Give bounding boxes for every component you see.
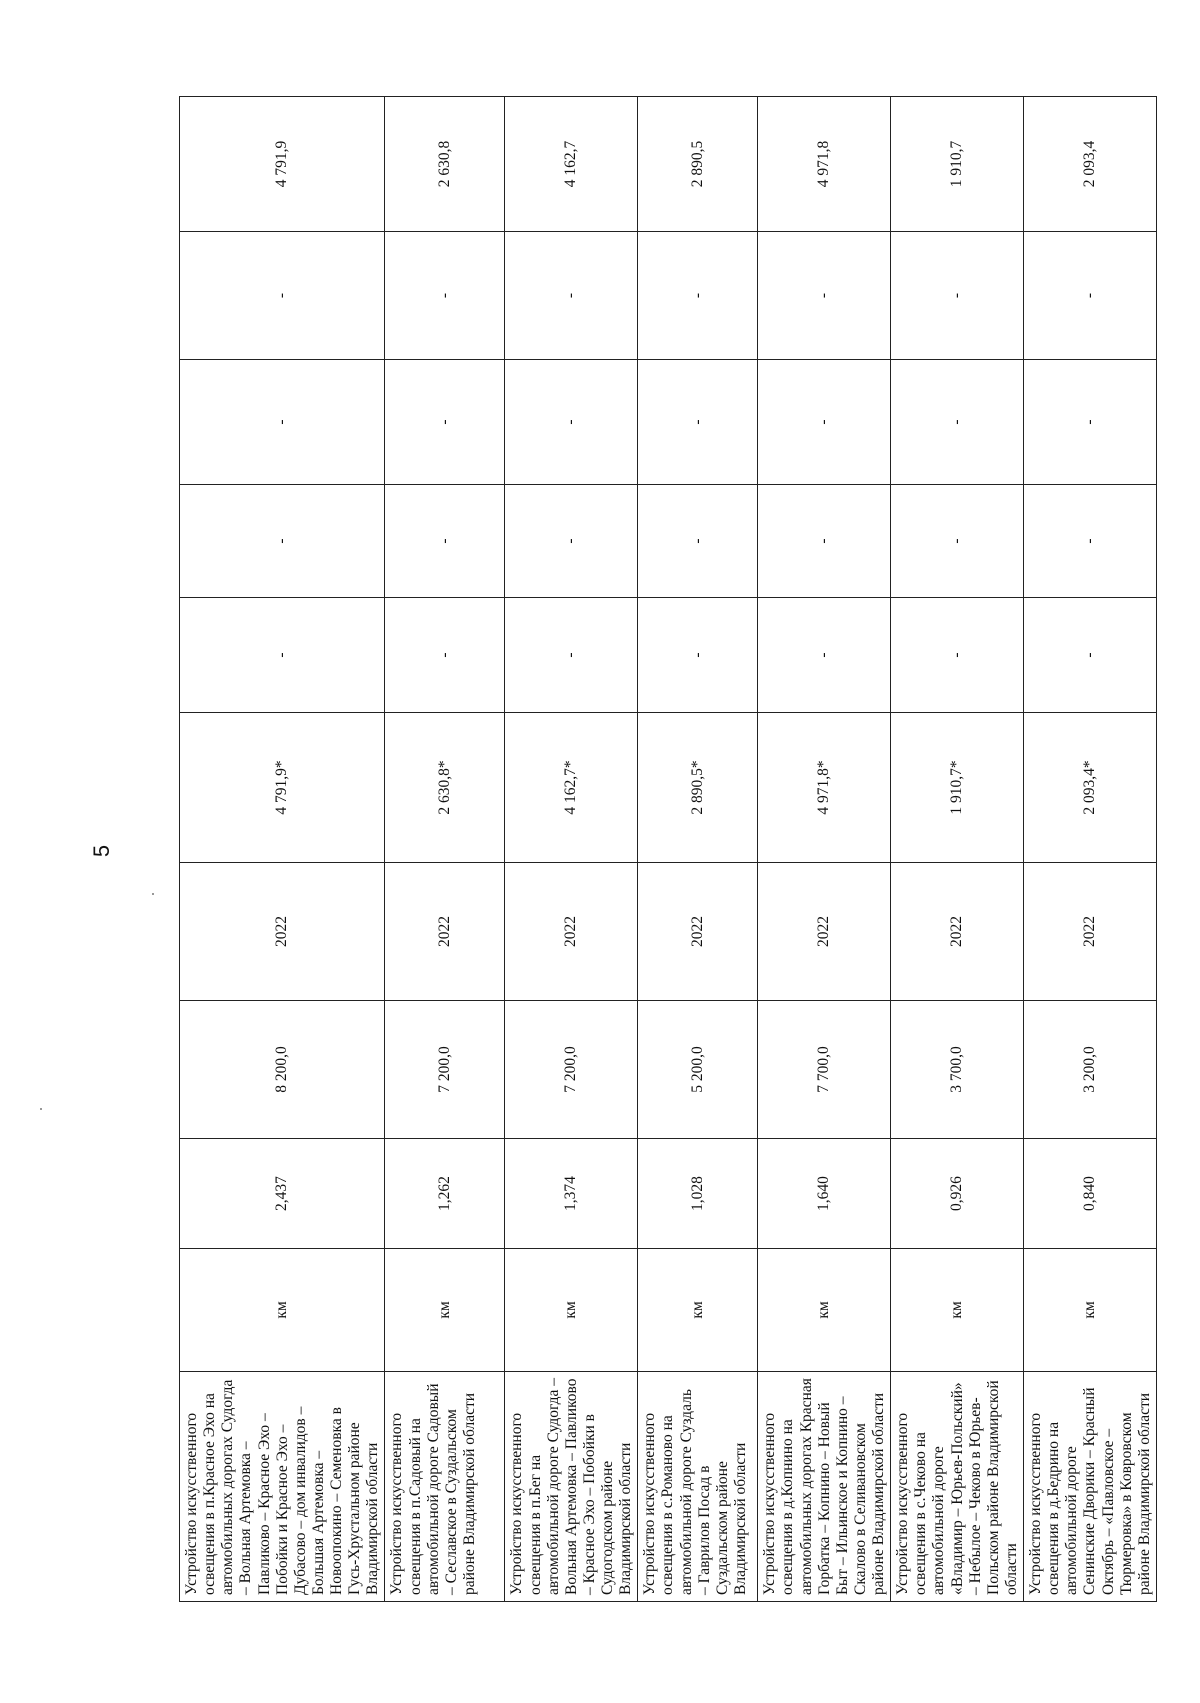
row-total: 2 890,5 [638, 97, 758, 232]
scan-speck [40, 1108, 42, 1110]
row-description: Устройство искусственного освещения в п.Красное Эхо на автомобильных дорогах Судогда – Вольная Артемовка – Павликово – Красное Эхо – Побойки и Красное Эхо – Дубасово – дом инвалидов – Большая Артемовка – Новоопокино – Семеновка в Гусь-Хрустальном районе Владимирской области [180, 1372, 385, 1602]
row-cell-dash: - [385, 485, 505, 598]
row-value-2022: 4 791,9* [180, 713, 385, 863]
row-cell-dash: - [638, 485, 758, 598]
row-value-2022: 1 910,7* [891, 713, 1024, 863]
row-description: Устройство искусственного освещения в д.Копнино на автомобильных дорогах Красная Горбатка – Копнино – Новый Быт – Ильинское и Копнино – Скалово в Селивановском районе Владимирской области [758, 1372, 891, 1602]
row-total: 4 971,8 [758, 97, 891, 232]
row-cell-dash: - [638, 360, 758, 485]
row-year: 2022 [1024, 863, 1157, 1001]
row-description: Устройство искусственного освещения в п.Садовый на автомобильной дороге Садовый – Сеславское в Суздальском районе Владимирской области [385, 1372, 505, 1602]
row-cell-dash: - [385, 232, 505, 360]
row-cell-dash: - [758, 232, 891, 360]
row-length-km: 2,437 [180, 1139, 385, 1249]
row-length-km: 0,840 [1024, 1139, 1157, 1249]
row-cell-dash: - [638, 232, 758, 360]
row-total: 4 162,7 [505, 97, 638, 232]
row-value-2022: 4 971,8* [758, 713, 891, 863]
row-unit: км [758, 1249, 891, 1372]
row-cell-dash: - [891, 598, 1024, 713]
table-row [891, 97, 1024, 1602]
row-cell-dash: - [385, 360, 505, 485]
row-value-2022: 2 890,5* [638, 713, 758, 863]
row-year: 2022 [505, 863, 638, 1001]
row-cell-dash: - [180, 485, 385, 598]
row-value-2022: 2 093,4* [1024, 713, 1157, 863]
row-cell-dash: - [891, 232, 1024, 360]
row-total: 1 910,7 [891, 97, 1024, 232]
row-cell-dash: - [505, 485, 638, 598]
table-row [180, 97, 385, 1602]
row-cost: 5 200,0 [638, 1001, 758, 1139]
table-body [180, 97, 1157, 1602]
row-cell-dash: - [180, 232, 385, 360]
row-cost: 8 200,0 [180, 1001, 385, 1139]
table-row [638, 97, 758, 1602]
row-unit: км [180, 1249, 385, 1372]
row-description: Устройство искусственного освещения в п.Бег на автомобильной дороге Судогда – Вольная Артемовка – Павликово – Красное Эхо – Побойки в Судогодском районе Владимирской области [505, 1372, 638, 1602]
row-cost: 3 200,0 [1024, 1001, 1157, 1139]
row-unit: км [385, 1249, 505, 1372]
row-length-km: 1,028 [638, 1139, 758, 1249]
row-cell-dash: - [758, 360, 891, 485]
row-total: 2 630,8 [385, 97, 505, 232]
row-cell-dash: - [758, 485, 891, 598]
row-cell-dash: - [505, 232, 638, 360]
row-cell-dash: - [505, 598, 638, 713]
row-cell-dash: - [758, 598, 891, 713]
row-cost: 7 700,0 [758, 1001, 891, 1139]
row-description: Устройство искусственного освещения в с.Романово на автомобильной дороге Суздаль – Гаврилов Посад в Суздальском районе Владимирской области [638, 1372, 758, 1602]
row-total: 4 791,9 [180, 97, 385, 232]
page-number: 5 [89, 844, 114, 858]
row-length-km: 0,926 [891, 1139, 1024, 1249]
works-table [179, 96, 1157, 1602]
row-description: Устройство искусственного освещения в д.Бедрино на автомобильной дороге Сенинские Дворики – Красный Октябрь – «Павловское – Тюрмеровка» в Ковровском районе Владимирской области [1024, 1372, 1157, 1602]
row-cell-dash: - [891, 360, 1024, 485]
row-year: 2022 [385, 863, 505, 1001]
row-cost: 3 700,0 [891, 1001, 1024, 1139]
rotated-table-container [179, 97, 1153, 1602]
table-row [385, 97, 505, 1602]
row-unit: км [638, 1249, 758, 1372]
row-length-km: 1,374 [505, 1139, 638, 1249]
row-length-km: 1,640 [758, 1139, 891, 1249]
row-cost: 7 200,0 [385, 1001, 505, 1139]
row-length-km: 1,262 [385, 1139, 505, 1249]
row-year: 2022 [891, 863, 1024, 1001]
row-description: Устройство искусственного освещения в с.Чеково на автомобильной дороге «Владимир – Юрьев-Польский» – Небылое – Чеково в Юрьев-Польском районе Владимирской области [891, 1372, 1024, 1602]
row-year: 2022 [180, 863, 385, 1001]
row-value-2022: 4 162,7* [505, 713, 638, 863]
row-unit: км [891, 1249, 1024, 1372]
row-unit: км [1024, 1249, 1157, 1372]
row-cell-dash: - [638, 598, 758, 713]
row-cell-dash: - [1024, 485, 1157, 598]
scan-speck [152, 893, 154, 895]
row-total: 2 093,4 [1024, 97, 1157, 232]
table-row [505, 97, 638, 1602]
table-row [758, 97, 891, 1602]
row-cell-dash: - [180, 360, 385, 485]
row-cost: 7 200,0 [505, 1001, 638, 1139]
row-year: 2022 [638, 863, 758, 1001]
row-cell-dash: - [891, 485, 1024, 598]
row-year: 2022 [758, 863, 891, 1001]
row-unit: км [505, 1249, 638, 1372]
table-row [1024, 97, 1157, 1602]
row-cell-dash: - [505, 360, 638, 485]
row-cell-dash: - [385, 598, 505, 713]
row-cell-dash: - [1024, 360, 1157, 485]
row-cell-dash: - [180, 598, 385, 713]
row-cell-dash: - [1024, 232, 1157, 360]
row-cell-dash: - [1024, 598, 1157, 713]
row-value-2022: 2 630,8* [385, 713, 505, 863]
